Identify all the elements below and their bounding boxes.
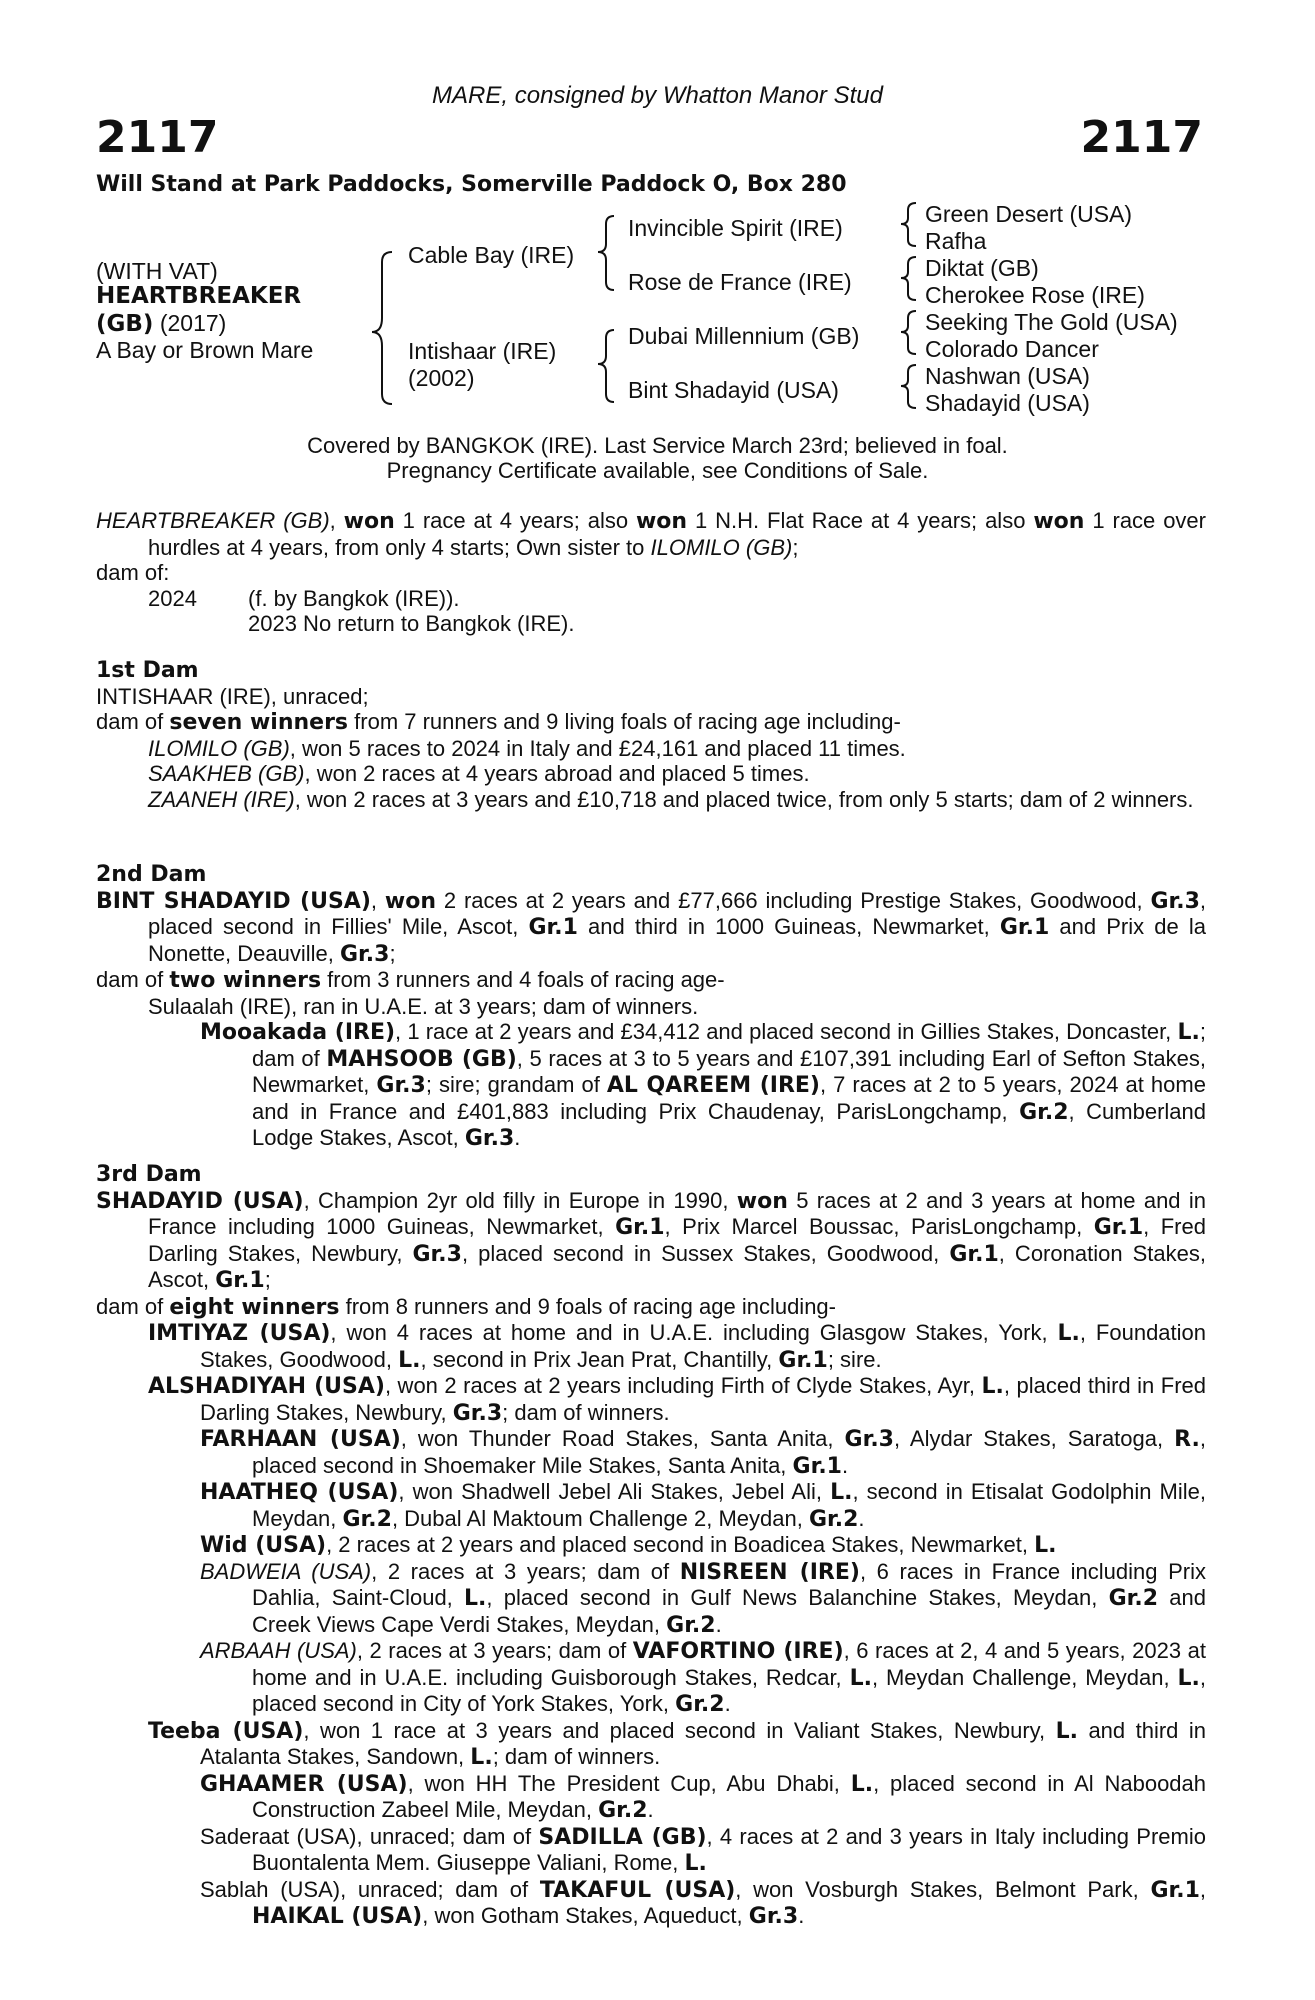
horse-origin: (GB) <box>96 311 154 337</box>
main-bracket <box>372 252 392 404</box>
dam-year: (2002) <box>408 365 475 391</box>
offspring-imtiyaz: IMTIYAZ (USA), won 4 races at home and in U.A.E. including Glasgow Stakes, York, L., Foundation Stakes, Goodwood, L., second in Prix Jean Prat, Chantilly, Gr.1; sire. <box>148 1320 1207 1373</box>
horse-description: A Bay or Brown Mare <box>96 337 314 363</box>
produce-year: 2024 <box>148 585 197 611</box>
sire-dam: Rose de France (IRE) <box>628 269 852 295</box>
dam-of-label: dam of: <box>96 560 170 585</box>
produce-record <box>96 508 1206 637</box>
horse-year: (2017) <box>153 310 227 336</box>
lot-number-left: 2117 <box>96 112 219 163</box>
sire-bracket <box>598 216 614 290</box>
third-dam-section <box>96 1162 1206 1930</box>
second-dam-heading: 2nd Dam <box>96 862 207 887</box>
consignment-line: MARE, consigned by Whatton Manor Stud <box>432 82 883 109</box>
offspring-alshadiyah: ALSHADIYAH (USA), won 2 races at 2 years including Firth of Clyde Stakes, Ayr, L., placed third in Fred Darling Stakes, Newbury, Gr.3; dam of winners. <box>148 1373 1206 1426</box>
first-dam-heading: 1st Dam <box>96 658 199 683</box>
horse-name: HEARTBREAKER <box>96 283 302 309</box>
dam-dam: Bint Shadayid (USA) <box>628 377 839 403</box>
lot-number-right: 2117 <box>1080 112 1203 163</box>
offspring-ghaamer: GHAAMER (USA), won HH The President Cup, Abu Dhabi, L., placed second in Al Naboodah Construction Zabeel Mile, Meydan, Gr.2. <box>200 1770 1207 1823</box>
offspring-ilomilo: ILOMILO (GB), won 5 races to 2024 in Italy and £24,161 and placed 11 times. <box>148 735 906 761</box>
vat-label: (WITH VAT) <box>96 258 218 284</box>
ggp-5: Seeking The Gold (USA) <box>925 309 1178 335</box>
sire-sire: Invincible Spirit (IRE) <box>628 215 843 241</box>
ggp-7: Nashwan (USA) <box>925 363 1090 389</box>
covering-line-1: Covered by BANGKOK (IRE). Last Service March 23rd; believed in foal. <box>307 433 1008 458</box>
dam-sire: Dubai Millennium (GB) <box>628 323 860 349</box>
offspring-mooakada: Mooakada (IRE), 1 race at 2 years and £34,412 and placed second in Gillies Stakes, Doncaster, L.; dam of MAHSOOB (GB), 5 races at 3 to 5 years and £107,391 including Earl of Sefton Stakes, Newmarket, Gr.3; sire; grandam of AL QAREEM (IRE), 7 races at 2 to 5 years, 2024 at home and in France and £401,883 including Prix Chaudenay, ParisLongchamp, Gr.2, Cumberland Lodge Stakes, Ascot, Gr.3. <box>200 1019 1206 1151</box>
offspring-arbaah: ARBAAH (USA), 2 races at 3 years; dam of VAFORTINO (IRE), 6 races at 2, 4 and 5 years, 2023 at home and in U.A.E. including Guisborough Stakes, Redcar, L., Meydan Challenge, Meydan, L., placed second in City of York Stakes, York, Gr.2. <box>200 1638 1206 1717</box>
first-dam-name: INTISHAAR (IRE), unraced; <box>96 683 369 709</box>
sire: Cable Bay (IRE) <box>408 242 575 268</box>
ggp-3: Diktat (GB) <box>925 255 1039 281</box>
offspring-sulaalah: Sulaalah (IRE), ran in U.A.E. at 3 years; dam of winners. <box>148 993 699 1019</box>
subject-race-record: HEARTBREAKER (GB), won 1 race at 4 years; also won 1 N.H. Flat Race at 4 years; also won 1 race over hurdles at 4 years, from only 4 starts; Own sister to ILOMILO (GB); <box>96 508 1206 560</box>
offspring-saderaat: Saderaat (USA), unraced; dam of SADILLA (GB), 4 races at 2 and 3 years in Italy including Premio Buontalenta Mem. Giuseppe Valiani, Rome, L. <box>200 1823 1206 1876</box>
ggp-6: Colorado Dancer <box>925 336 1099 362</box>
ggp-4: Cherokee Rose (IRE) <box>925 282 1145 308</box>
offspring-saakheb: SAAKHEB (GB), won 2 races at 4 years abroad and placed 5 times. <box>148 761 810 786</box>
dam: Intishaar (IRE) <box>408 338 557 364</box>
third-dam-heading: 3rd Dam <box>96 1162 202 1187</box>
ggp-8: Shadayid (USA) <box>925 390 1090 416</box>
produce-foal: (f. by Bangkok (IRE)). <box>248 585 460 611</box>
third-dam-record: SHADAYID (USA), Champion 2yr old filly in Europe in 1990, won 5 races at 2 and 3 years at home and in France including 1000 Guineas, Newmarket, Gr.1, Prix Marcel Boussac, ParisLongchamp, Gr.1, Fred Darling Stakes, Newbury, Gr.3, placed second in Sussex Stakes, Goodwood, Gr.1, Coronation Stakes, Ascot, Gr.1; <box>96 1187 1206 1293</box>
ss-bracket <box>901 203 916 246</box>
dam-bracket <box>598 330 614 402</box>
offspring-haatheq: HAATHEQ (USA), won Shadwell Jebel Ali Stakes, Jebel Ali, L., second in Etisalat Godolphin Mile, Meydan, Gr.2, Dubal Al Maktoum Challenge 2, Meydan, Gr.2. <box>200 1479 1206 1532</box>
ggp-2: Rafha <box>925 228 987 254</box>
ggp-1: Green Desert (USA) <box>925 201 1133 227</box>
first-dam-section <box>96 658 1206 812</box>
offspring-zaaneh: ZAANEH (IRE), won 2 races at 3 years and £10,718 and placed twice, from only 5 starts; dam of 2 winners. <box>148 786 1194 812</box>
produce-2023: 2023 No return to Bangkok (IRE). <box>248 611 575 636</box>
offspring-badweia: BADWEIA (USA), 2 races at 3 years; dam of NISREEN (IRE), 6 races in France including Prix Dahlia, Saint-Cloud, L., placed second in Gulf News Balanchine Stakes, Meydan, Gr.2 and Creek Views Cape Verdi Stakes, Meydan, Gr.2. <box>200 1558 1206 1638</box>
first-dam-record: dam of seven winners from 7 runners and 9 living foals of racing age including- <box>96 709 901 735</box>
stand-location: Will Stand at Park Paddocks, Somerville Paddock O, Box 280 <box>96 172 847 197</box>
ds-bracket <box>901 311 916 354</box>
pedigree-brackets <box>0 0 1315 460</box>
second-dam-section <box>96 862 1206 1152</box>
offspring-wid: Wid (USA), 2 races at 2 years and placed second in Boadicea Stakes, Newmarket, L. <box>200 1532 1057 1558</box>
second-dam-record: BINT SHADAYID (USA), won 2 races at 2 years and £77,666 including Prestige Stakes, Goodwood, Gr.3, placed second in Fillies' Mile, Ascot, Gr.1 and third in 1000 Guineas, Newmarket, Gr.1 and Prix de la Nonette, Deauville, Gr.3; <box>96 887 1206 967</box>
offspring-farhaan: FARHAAN (USA), won Thunder Road Stakes, Santa Anita, Gr.3, Alydar Stakes, Saratoga, R., placed second in Shoemaker Mile Stakes, Santa Anita, Gr.1. <box>200 1426 1206 1479</box>
sd-bracket <box>901 257 916 300</box>
second-dam-produce: dam of two winners from 3 runners and 4 foals of racing age- <box>96 967 725 993</box>
covering-line-2: Pregnancy Certificate available, see Conditions of Sale. <box>386 458 929 483</box>
third-dam-produce: dam of eight winners from 8 runners and 9 foals of racing age including- <box>96 1293 836 1320</box>
produce-2024 <box>96 586 1206 612</box>
dd-bracket <box>901 365 916 408</box>
offspring-sablah: Sablah (USA), unraced; dam of TAKAFUL (USA), won Vosburgh Stakes, Belmont Park, Gr.1, HAIKAL (USA), won Gotham Stakes, Aqueduct, Gr.3. <box>200 1876 1206 1929</box>
offspring-teeba: Teeba (USA), won 1 race at 3 years and placed second in Valiant Stakes, Newbury, L. and third in Atalanta Stakes, Sandown, L.; dam of winners. <box>148 1717 1206 1770</box>
